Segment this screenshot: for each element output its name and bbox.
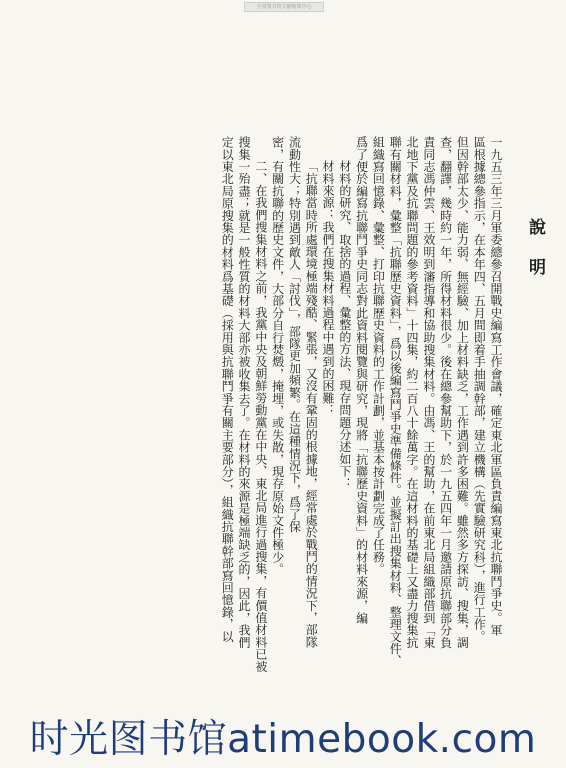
text-column: 北地下黨及抗聯問題的參考資料」十四集，約二百八十餘萬字。在這材料的基礎上又盡力搜集抗 <box>405 136 420 649</box>
text-column: 爲了便於編寫抗聯鬥爭史同志對此資料閱覽與研究，現將「抗聯歷史資料」的材料來源，編 <box>354 136 369 624</box>
page-title: 說 明 <box>525 218 545 278</box>
text-column: 材料來源：我們在搜集材料過程中遇到的困難： <box>321 160 336 417</box>
text-column: 聯有關材料，彙整「抗聯歷史資料」，爲以後編寫鬥爭史準備條件。並擬訂出搜集材料、整理文件、 <box>388 136 403 667</box>
text-column: 組織寫回憶錄、彙整、打印抗聯歷史資料的工作計劃，並基本按計劃完成了任務。 <box>371 136 386 576</box>
body-text <box>36 136 504 672</box>
text-column: 二、在我們搜集材料之前，我黨中央及朝鮮勞動黨在中央、東北局進行過搜集，有價值材料已被 <box>253 160 268 672</box>
text-column: 責同志馮仲雲、王效明到瀋指導和協助搜集材料。由馮、王的幫助，在前東北局組織部借到「東 <box>421 136 436 649</box>
text-column: 查，翻譯，幾時約一年，所得材料很少。後在總參幫助下，於一九五四年一月邀請原抗聯部分負 <box>438 136 453 649</box>
library-stamp: 全国图书馆文献缩微中心 <box>244 2 324 12</box>
site-watermark: 时光图书馆atimebook.com <box>0 712 566 768</box>
text-column: 一九五三年三月軍委總參召開戰史編寫工作會議，確定東北軍區負責編寫東北抗聯鬥爭史。軍 <box>489 136 503 637</box>
text-column: 密，有關抗聯的歷史文件，大部分自行焚燬，掩埋，或失散，現存原始文件極少。 <box>270 136 285 576</box>
text-column: 「抗聯當時所處環境極端殘酷、緊張，又沒有鞏固的根據地，經常處於戰鬥的情況下，部隊 <box>304 160 319 648</box>
text-column: 搜集一殆盡；就是一般性質的材料大部亦被收集去了。在材料的來源是極端缺乏的，因此，我們 <box>237 136 252 649</box>
text-column: 區根據總參指示，在本年四、五月間即着手抽調幹部，建立機構（先實驗研究科），進行工作。 <box>472 136 487 643</box>
text-column: 定以東北局原搜集的材料爲基礎（採用與抗聯鬥爭有關主要部分），組織抗聯幹部寫回憶錄，以 <box>220 136 235 643</box>
text-column: 但因幹部太少、能力弱、無經驗、加上材料缺乏，工作遇到許多困難。雖然多方探訪、搜集，調 <box>455 136 470 649</box>
text-column: 流動性大；特別遇到敵人「討伐」，部隊更加頻繁。在這種情況下，爲了保 <box>287 136 302 533</box>
text-column: 材料的研究、取捨的過程、彙整的方法、現存問題分述如下： <box>337 160 352 490</box>
